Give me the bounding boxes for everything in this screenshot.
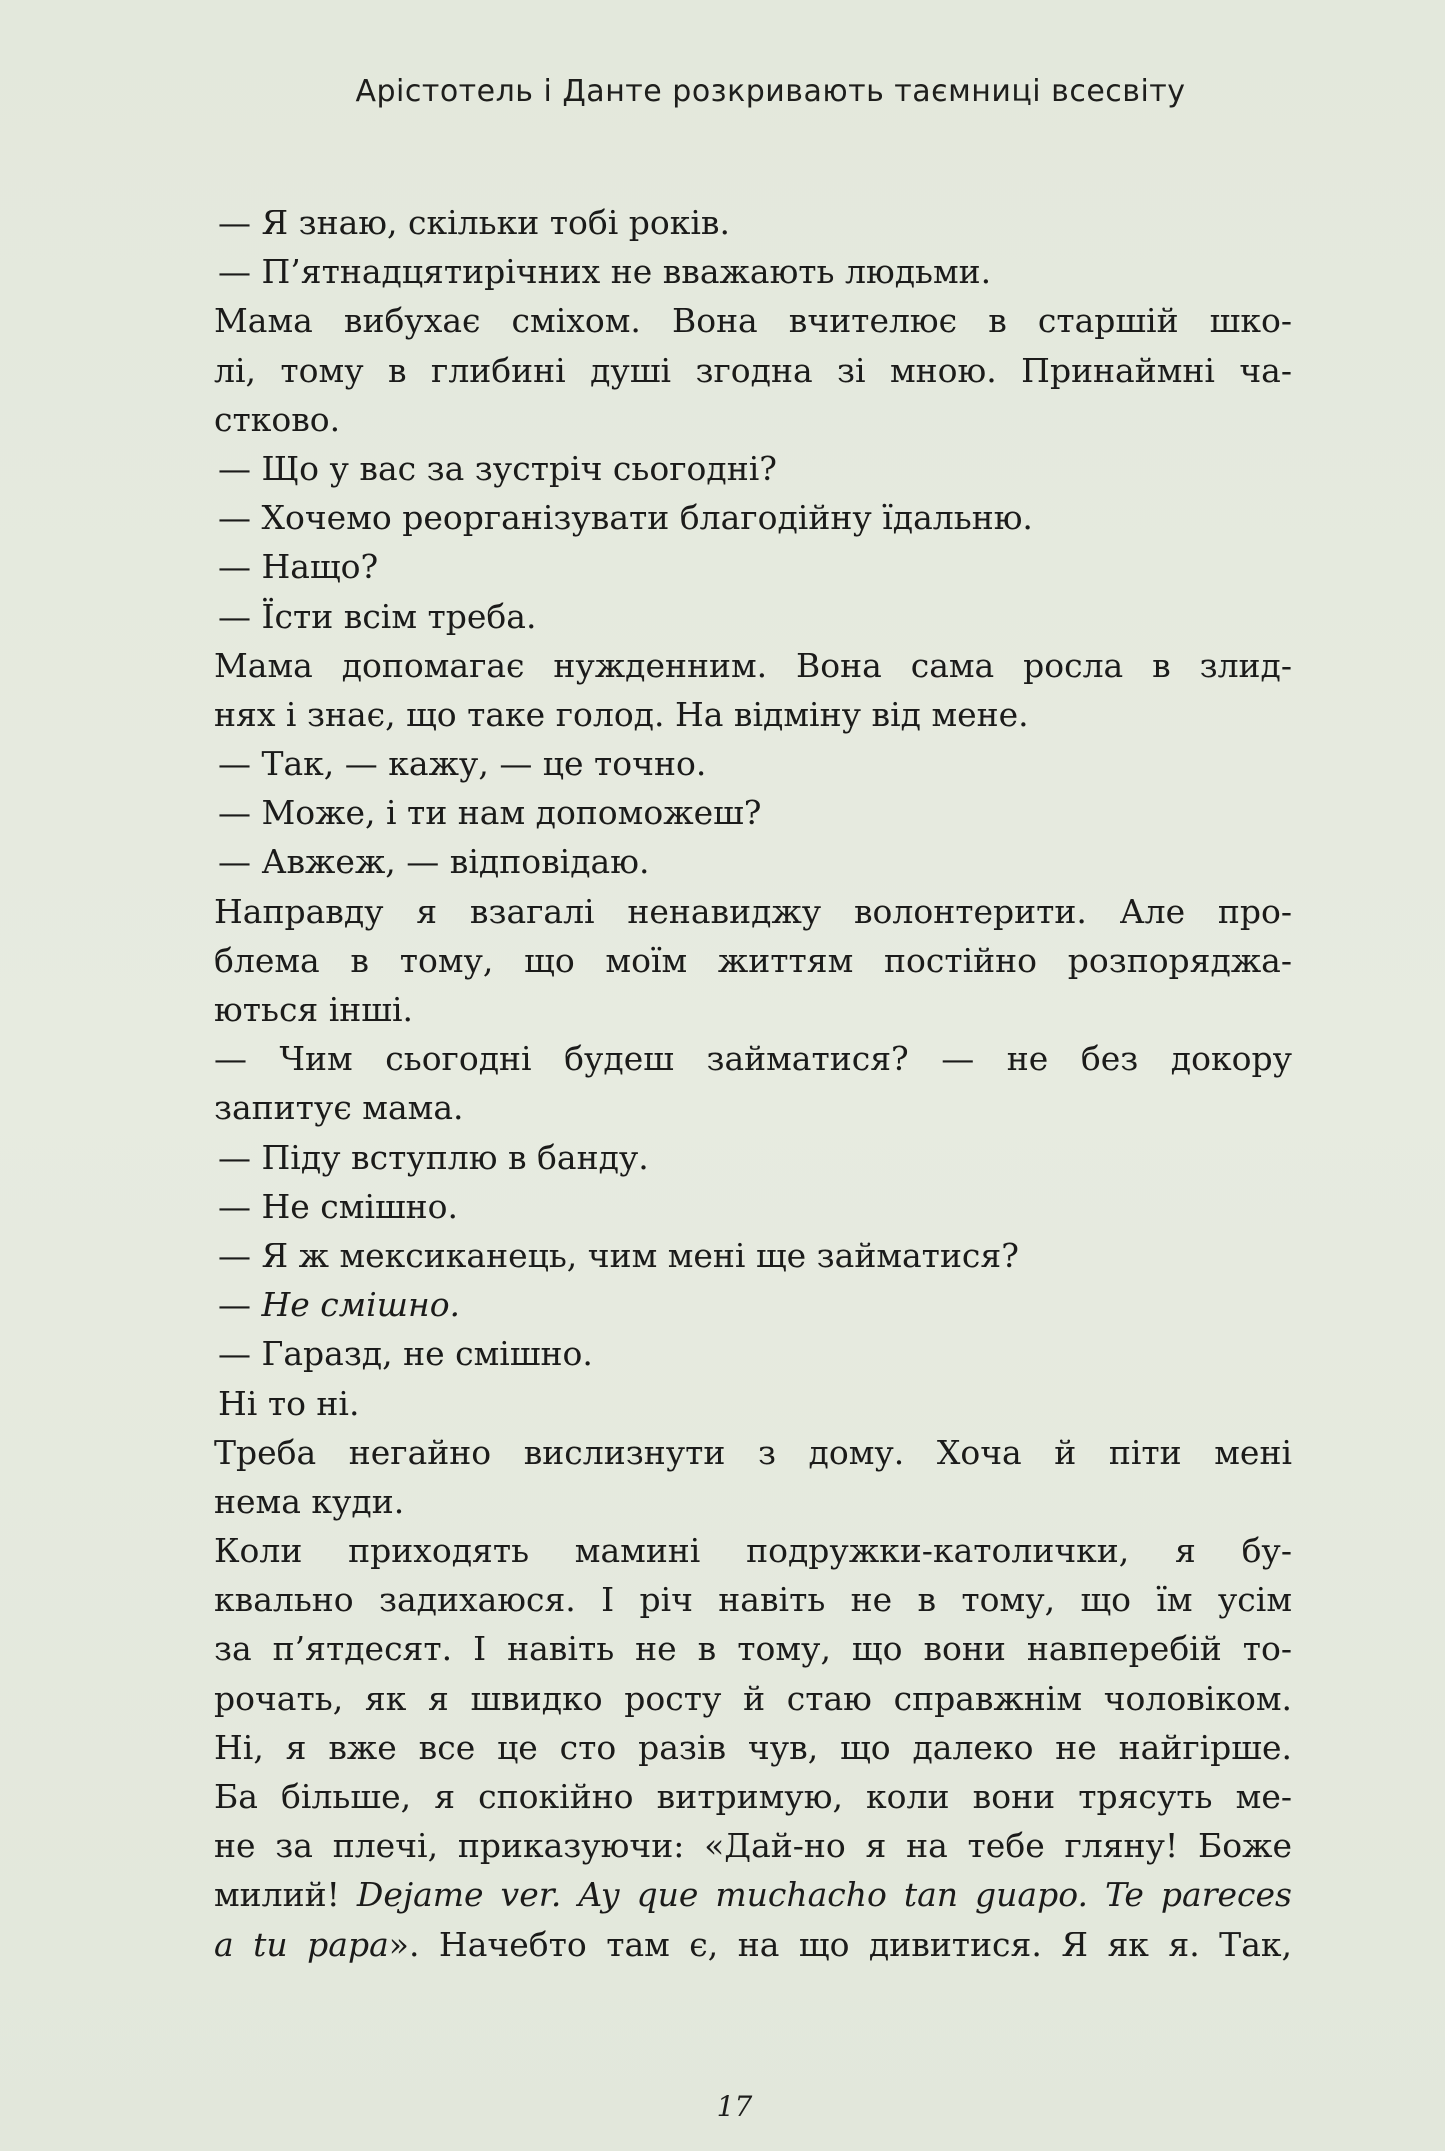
text-line: — Піду вступлю в банду. — [218, 1137, 649, 1177]
spanish-phrase: Dejame ver. Ay que muchacho tan guapo. Te parece — [356, 1875, 1276, 1915]
spanish-phrase-end: s — [1275, 1875, 1292, 1915]
text-line — [214, 1280, 1292, 1329]
text-line: Ні, я вже все це сто разів чув, що далеко не найгірше. — [214, 1727, 1292, 1767]
dash: — — [218, 1285, 262, 1325]
text-line: — Чим сьогодні будеш займатися? — не без докору — [214, 1039, 1292, 1079]
page-number: 17 — [716, 2090, 753, 2123]
text-line: за п’ятдесят. І навіть не в тому, що вони навперебій то- — [214, 1629, 1292, 1669]
text-line: — Гаразд, не смішно. — [218, 1334, 593, 1374]
text-line: нема куди. — [214, 1481, 405, 1521]
text-line: — П’ятнадцятирічних не вважають людьми. — [218, 252, 992, 292]
spanish-phrase-cont: a tu papa — [214, 1924, 389, 1964]
text-line: стково. — [214, 399, 341, 439]
italic-phrase: Не смішно. — [261, 1285, 461, 1325]
text-line: Ба більше, я спокійно витримую, коли вони трясуть ме- — [214, 1777, 1292, 1816]
text-line: — Їсти всім треба. — [218, 596, 537, 636]
text-line: Мама допомагає нужденним. Вона сама росла в злид- — [214, 645, 1292, 685]
text-line: Треба негайно вислизнути з дому. Хоча й піти мені — [214, 1432, 1292, 1472]
text-line: — Хочемо реорганізувати благодійну їдальню. — [218, 498, 1033, 538]
text-line: блема в тому, що моїм життям постійно розпоряджа- — [214, 940, 1292, 980]
text-line: — Не смішно. — [218, 1186, 459, 1226]
text-line — [214, 1870, 1292, 1919]
body-text — [214, 198, 1292, 1969]
text-line: запитує мама. — [214, 1088, 464, 1128]
text-run: ». Начебто там є, на що дивитися. Я як я. Так, — [388, 1924, 1292, 1964]
text-line: квально задихаюся. І річ навіть не в тому, що їм усім — [214, 1580, 1292, 1620]
text-line: — Авжеж, — відповідаю. — [218, 842, 650, 882]
running-title: Арістотель і Данте розкривають таємниці всесвіту — [355, 74, 1186, 109]
text-line: — Що у вас за зустріч сьогодні? — [218, 448, 777, 488]
text-line: не за плечі, приказуючи: «Дай-но я на тебе гляну! Боже — [214, 1826, 1292, 1866]
text-line: — Я ж мексиканець, чим мені ще займатися? — [218, 1235, 1019, 1275]
text-line: — Нащо? — [218, 547, 379, 587]
text-line: Мама вибухає сміхом. Вона вчителює в старшій шко- — [214, 301, 1292, 341]
text-line: — Може, і ти нам допоможеш? — [218, 793, 762, 833]
text-line: Направду я взагалі ненавиджу волонтерити. Але про- — [214, 891, 1292, 931]
text-line: ються інші. — [214, 990, 414, 1029]
text-line: нях і знає, що таке голод. На відміну від мене. — [214, 694, 1029, 734]
text-line: рочать, як я швидко росту й стаю справжнім чоловіком. — [214, 1678, 1292, 1718]
text-line: лі, тому в глибині душі згодна зі мною. Принаймні ча- — [214, 350, 1292, 390]
text-line: — Так, — кажу, — це точно. — [218, 744, 707, 784]
text-run: милий! — [214, 1875, 357, 1915]
text-line: Ні то ні. — [218, 1383, 360, 1423]
text-line: — Я знаю, скільки тобі років. — [218, 203, 730, 242]
text-line — [214, 1920, 1292, 1969]
text-line: Коли приходять мамині подружки-католички, я бу- — [214, 1531, 1292, 1571]
